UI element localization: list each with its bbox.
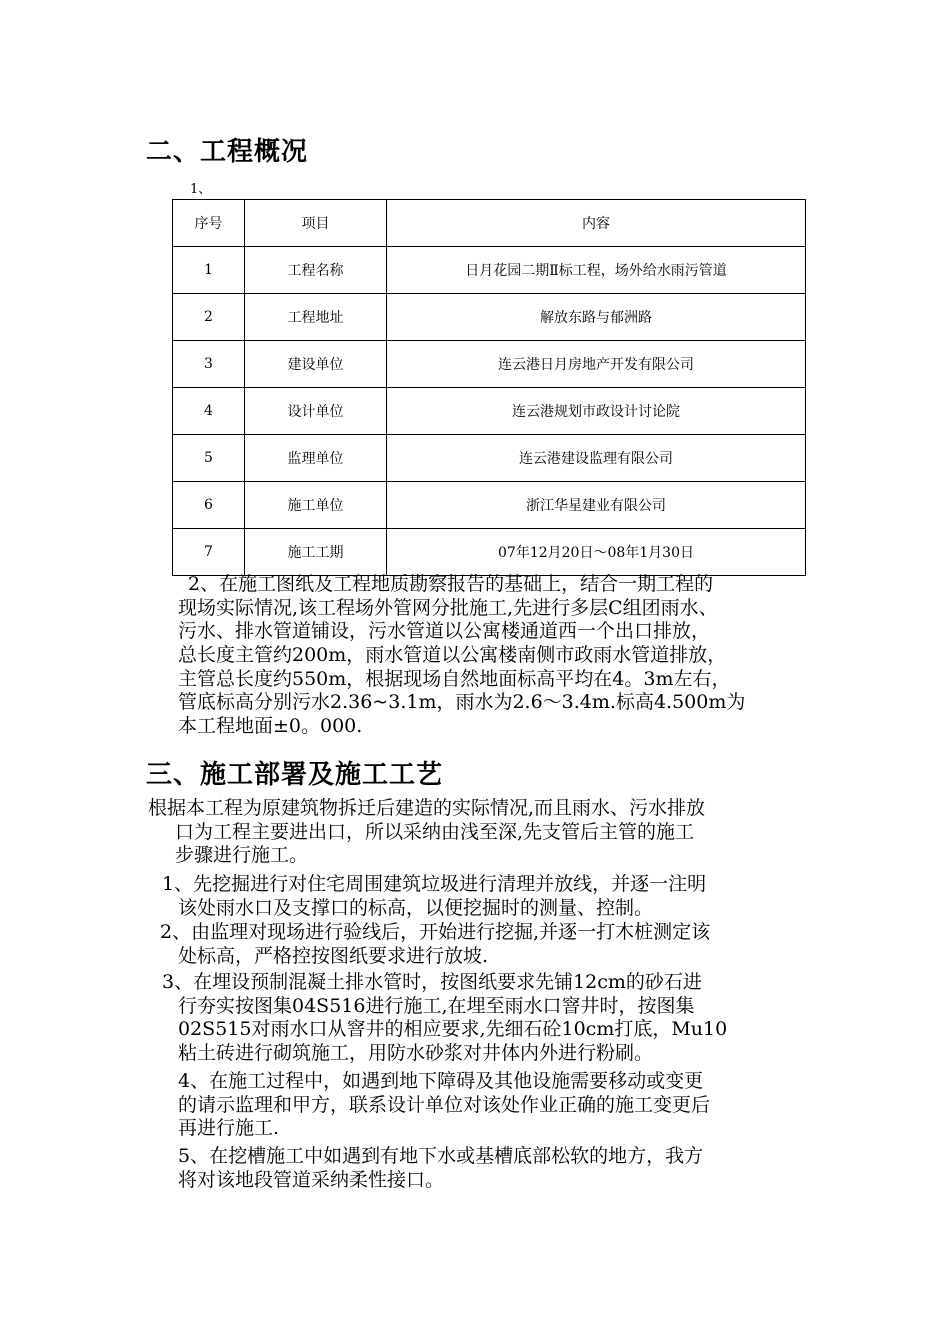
row-index: 3 [173,341,245,388]
step-5 [178,1145,703,1192]
text-line: 处标高，严格控按图纸要求进行放坡. [178,944,489,967]
row-content: 连云港日月房地产开发有限公司 [387,341,806,388]
row-content: 浙江华星建业有限公司 [387,482,806,529]
text-line: 主管总长度约550m，根据现场自然地面标高平均在4。3m左右， [178,667,731,690]
table-row [173,247,806,294]
row-content: 日月花园二期Ⅱ标工程，场外给水雨污管道 [387,247,806,294]
section-3-intro [148,797,705,868]
row-item: 监理单位 [245,435,387,482]
row-index: 7 [173,529,245,576]
paragraph-2 [178,573,745,739]
text-line: 总长度主管约200m，雨水管道以公寓楼南侧市政雨水管道排放， [178,644,727,667]
row-item: 施工工期 [245,529,387,576]
text-line: 2、在施工图纸及工程地质勘察报告的基础上，结合一期工程的 [188,573,714,595]
row-content: 07年12月20日～08年1月30日 [387,529,806,576]
text-line: 根据本工程为原建筑物拆迁后建造的实际情况,而且雨水、污水排放 [148,797,706,819]
text-line: 该处雨水口及支撑口的标高，以便挖掘时的测量、控制。 [178,896,654,919]
text-line: 口为工程主要进出口，所以采纳由浅至深,先支管后主管的施工 [175,820,695,843]
text-line: 现场实际情况,该工程场外管网分批施工,先进行多层C组团雨水、 [178,596,718,619]
row-index: 2 [173,294,245,341]
header-content: 内容 [387,200,806,247]
text-line: 5、在挖槽施工中如遇到有地下水或基槽底部松软的地方，我方 [178,1145,704,1167]
text-line: 管底标高分别污水2.36~3.1m，雨水为2.6～3.4m.标高4.500m为 [178,691,746,714]
text-line: 3、在埋设预制混凝土排水管时，按图纸要求先铺12cm的砂石进 [162,971,702,993]
text-line: 2、由监理对现场进行验线后，开始进行挖掘,并逐一打木桩测定该 [160,921,711,943]
row-content: 解放东路与郁洲路 [387,294,806,341]
row-item: 工程名称 [245,247,387,294]
subsection-1-label: 1、 [190,182,212,197]
text-line: 02S515对雨水口从窨井的相应要求,先细石砼10cm打底，Mu10 [178,1018,728,1041]
step-4 [178,1070,710,1141]
text-line: 步骤进行施工。 [175,844,309,867]
table-row [173,529,806,576]
text-line: 行夯实按图集04S516进行施工,在埋至雨水口窨井时，按图集 [178,994,695,1017]
table-row [173,482,806,529]
table-row [173,294,806,341]
row-item: 建设单位 [245,341,387,388]
header-index: 序号 [173,200,245,247]
text-line: 本工程地面±0。000. [178,715,363,738]
row-content: 连云港规划市政设计讨论院 [387,388,806,435]
project-overview-table [172,199,806,576]
text-line: 污水、排水管道铺设，污水管道以公寓楼通道西一个出口排放， [178,620,711,643]
row-index: 6 [173,482,245,529]
table-row [173,341,806,388]
row-item: 工程地址 [245,294,387,341]
row-content: 连云港建设监理有限公司 [387,435,806,482]
row-item: 施工单位 [245,482,387,529]
row-index: 4 [173,388,245,435]
table-header-row [173,200,806,247]
table-row [173,435,806,482]
text-line: 的请示监理和甲方，联系设计单位对该处作业正确的施工变更后 [178,1093,711,1116]
row-item: 设计单位 [245,388,387,435]
text-line: 再进行施工. [178,1117,280,1140]
text-line: 4、在施工过程中，如遇到地下障碍及其他设施需要移动或变更 [178,1070,704,1092]
table-row [173,388,806,435]
step-3 [162,971,727,1066]
step-2 [160,921,710,968]
row-index: 5 [173,435,245,482]
section-2-heading: 二、工程概况 [146,137,309,167]
text-line: 粘土砖进行砌筑施工，用防水砂浆对井体内外进行粉刷。 [178,1042,654,1065]
text-line: 将对该地段管道采纳柔性接口。 [178,1168,445,1191]
header-item: 项目 [245,200,387,247]
row-index: 1 [173,247,245,294]
step-1 [162,873,706,920]
text-line: 1、先挖掘进行对住宅周围建筑垃圾进行清理并放线，并逐一注明 [162,873,707,895]
section-3-heading: 三、施工部署及施工工艺 [146,760,444,790]
